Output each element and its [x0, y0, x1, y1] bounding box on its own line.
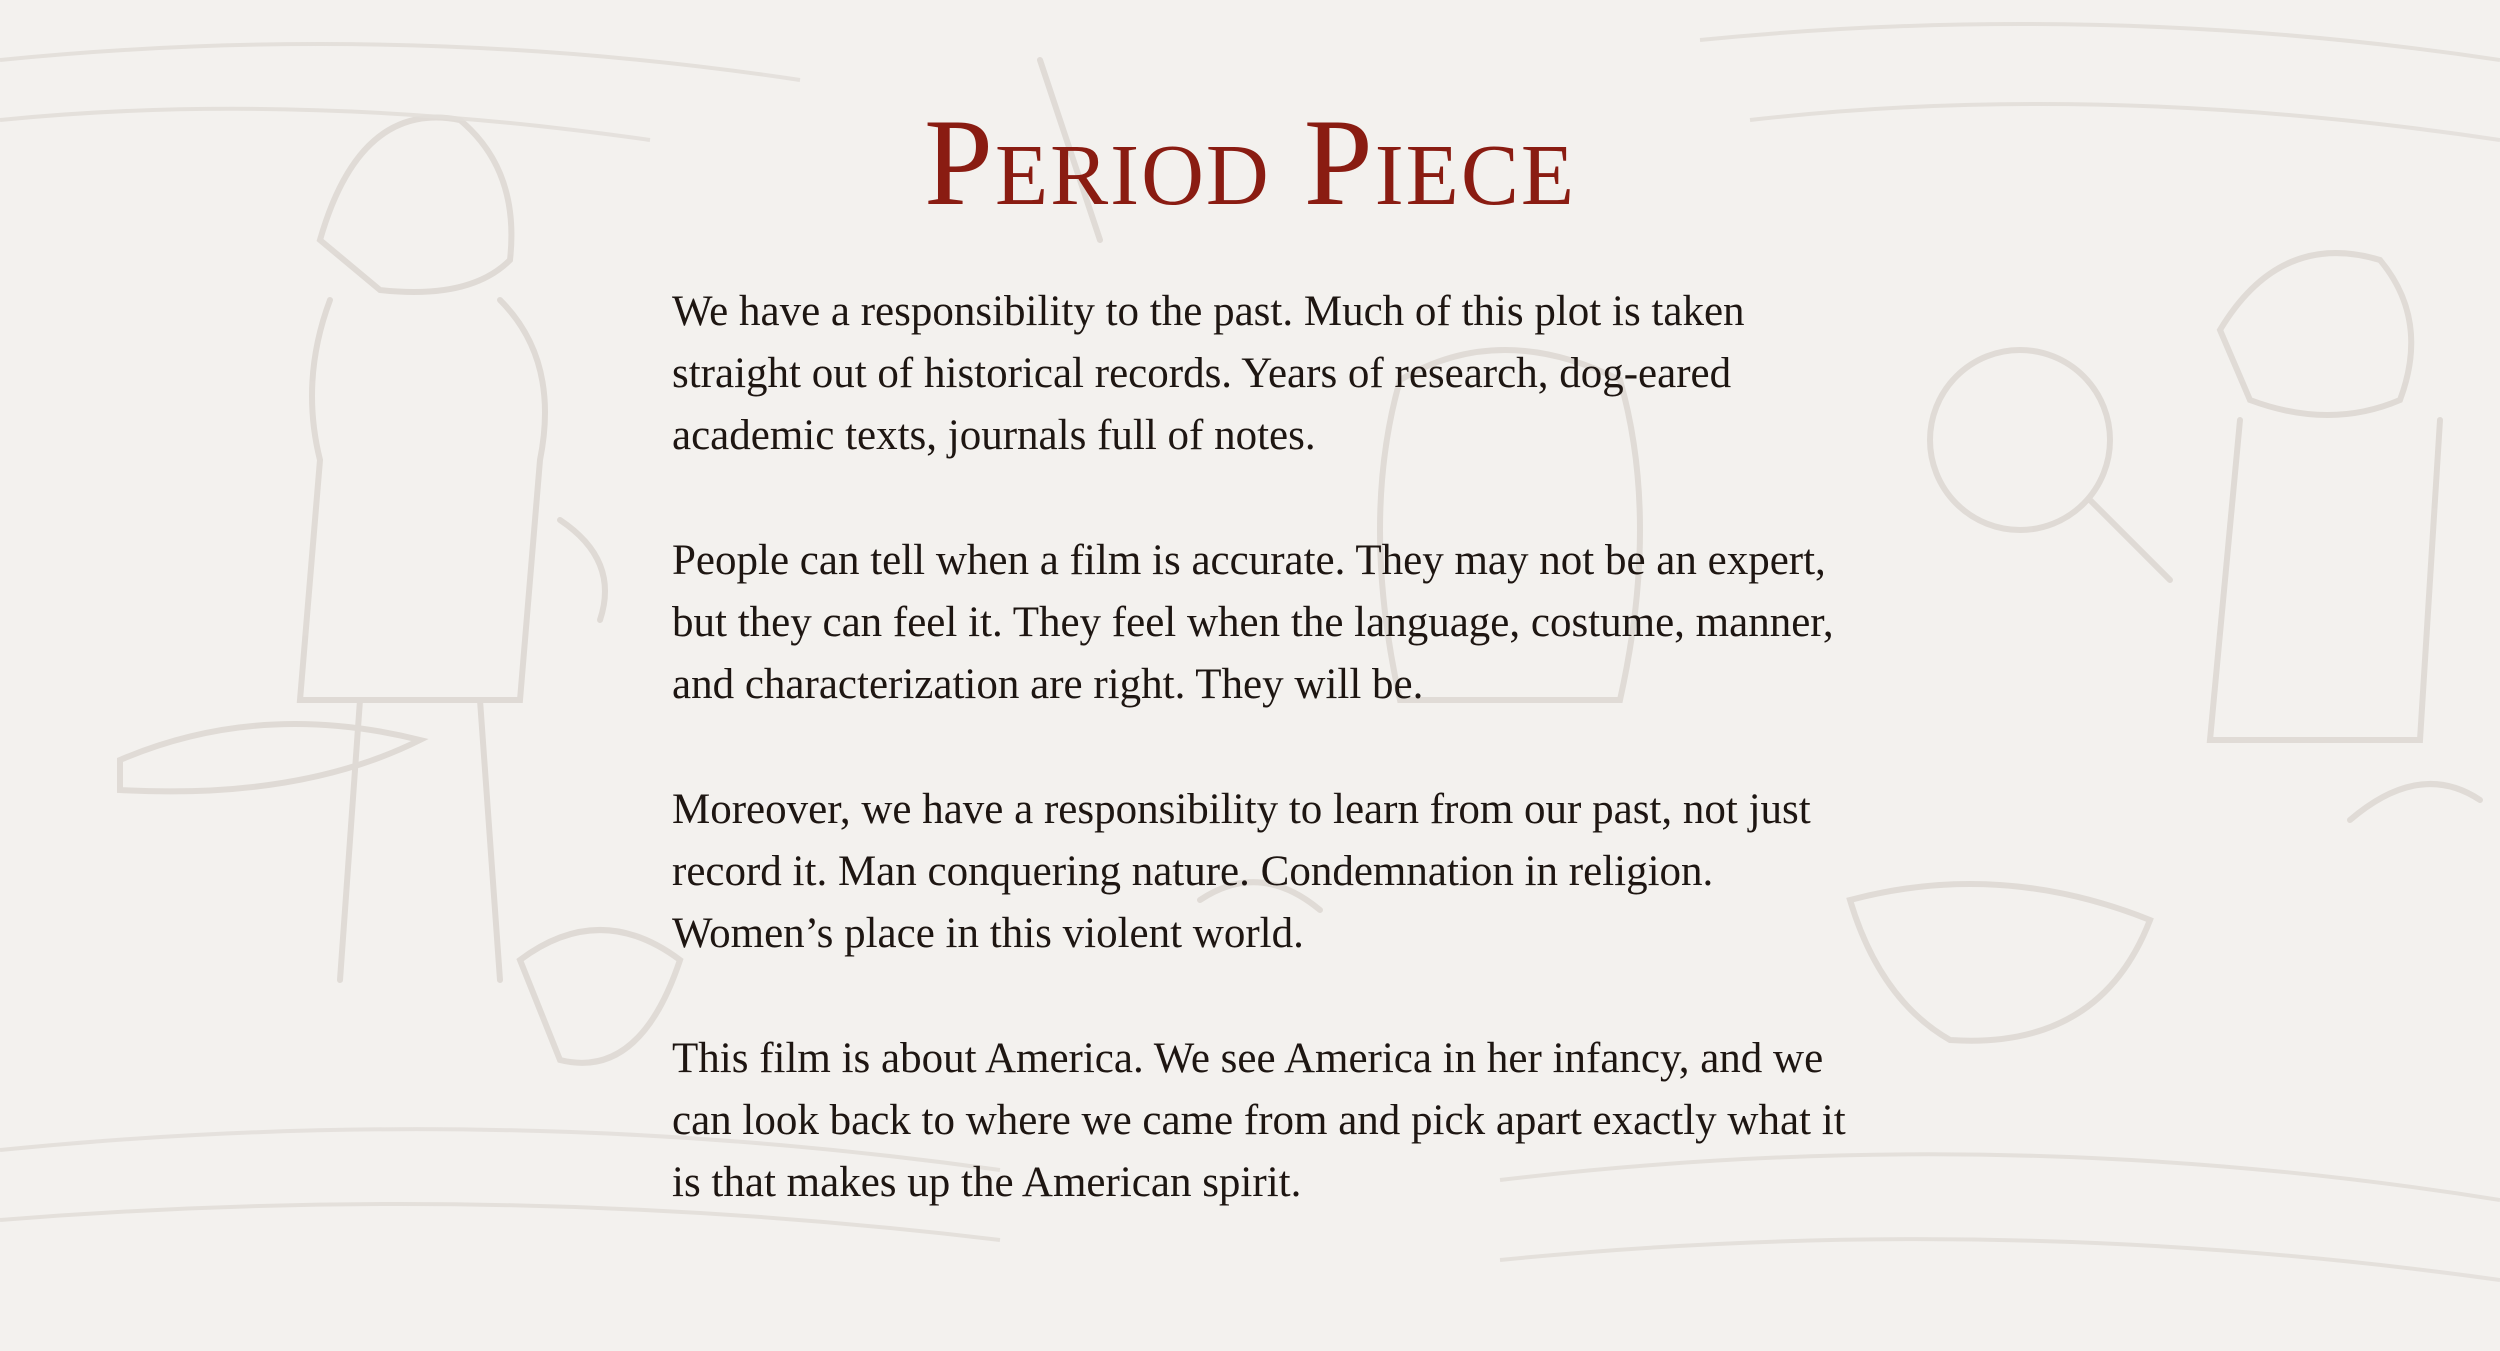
paragraph-4: This film is about America. We see America in her infancy, and we can look back to where we came from and pick apart exactly what it is that makes up the American spirit. — [672, 1035, 1846, 1206]
page-title: Period Piece — [923, 94, 1576, 231]
paragraph-1: We have a responsibility to the past. Much of this plot is taken straight out of historical records. Years of research, dog-eared academic texts, journals full of notes. — [672, 288, 1745, 459]
paragraph-2: People can tell when a film is accurate. They may not be an expert, but they can feel it. They feel when the language, costume, manner, and characterization are right. They will be. — [672, 537, 1834, 708]
paragraph-3: Moreover, we have a responsibility to learn from our past, not just record it. Man conquering nature. Condemnation in religion. Women’s place in this violent world. — [672, 786, 1811, 957]
